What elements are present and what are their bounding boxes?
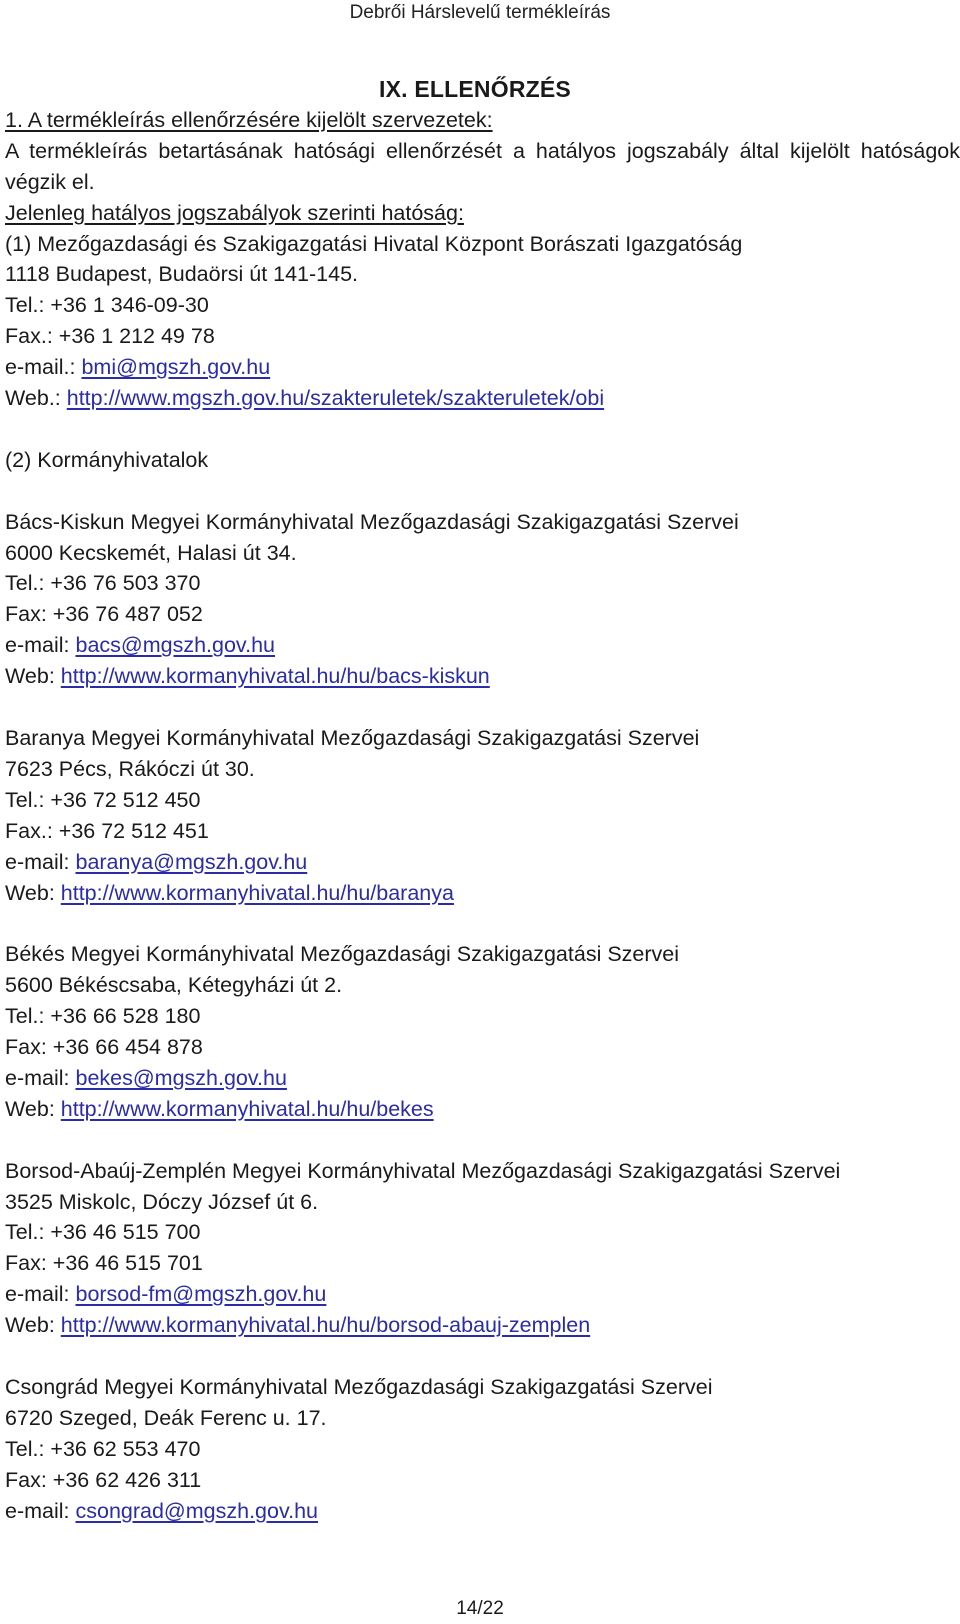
email-label: e-mail:	[5, 1065, 76, 1090]
section-paragraph: A termékleírás betartásának hatósági ellenőrzését a hatályos jogszabály által kijelölt hatóságok végzik el.	[5, 138, 960, 194]
office-address: 3525 Miskolc, Dóczy József út 6.	[5, 1189, 319, 1214]
office-email-link[interactable]: csongrad@mgszh.gov.hu	[75, 1498, 319, 1523]
page-number: 14/22	[456, 1598, 504, 1619]
section-heading: 1. A termékleírás ellenőrzésére kijelölt szervezetek:	[5, 107, 493, 132]
email-label: e-mail:	[5, 1498, 76, 1523]
office-block	[5, 1372, 945, 1527]
office-block	[5, 939, 945, 1124]
authority-tel: Tel.: +36 1 346-09-30	[5, 293, 209, 318]
office-fax: Fax.: +36 72 512 451	[5, 818, 209, 843]
office-web-link[interactable]: http://www.kormanyhivatal.hu/hu/baranya	[60, 880, 454, 905]
office-tel: Tel.: +36 76 503 370	[5, 571, 201, 596]
web-label: Web:	[5, 1313, 61, 1338]
office-name: Baranya Megyei Kormányhivatal Mezőgazdasági Szakigazgatási Szervei	[5, 725, 700, 750]
web-label: Web.:	[5, 386, 67, 411]
office-name: Csongrád Megyei Kormányhivatal Mezőgazdasági Szakigazgatási Szervei	[5, 1374, 713, 1399]
web-label: Web:	[5, 880, 61, 905]
office-tel: Tel.: +36 46 515 700	[5, 1220, 201, 1245]
email-label: e-mail:	[5, 1282, 76, 1307]
spacer	[5, 692, 945, 723]
office-email-row	[5, 1063, 945, 1094]
office-web-row	[5, 661, 945, 692]
office-email-row	[5, 1279, 945, 1310]
office-address: 6720 Szeged, Deák Ferenc u. 17.	[5, 1405, 327, 1430]
web-label: Web:	[5, 664, 61, 689]
office-web-row	[5, 878, 945, 909]
office-web-row	[5, 1310, 945, 1341]
email-label: e-mail:	[5, 849, 76, 874]
office-web-link[interactable]: http://www.kormanyhivatal.hu/hu/borsod-abauj-zemplen	[60, 1313, 591, 1338]
office-email-row	[5, 847, 945, 878]
spacer	[5, 1341, 945, 1372]
office-address: 6000 Kecskemét, Halasi út 34.	[5, 540, 297, 565]
authority-email-link[interactable]: bmi@mgszh.gov.hu	[81, 355, 271, 380]
authority-name: (1) Mezőgazdasági és Szakigazgatási Hivatal Központ Borászati Igazgatóság	[5, 231, 743, 256]
offices-heading: (2) Kormányhivatalok	[5, 447, 209, 472]
office-name: Békés Megyei Kormányhivatal Mezőgazdasági Szakigazgatási Szervei	[5, 942, 680, 967]
authority-fax: Fax.: +36 1 212 49 78	[5, 324, 215, 349]
office-web-link[interactable]: http://www.kormanyhivatal.hu/hu/bacs-kiskun	[60, 664, 490, 689]
office-block	[5, 1156, 945, 1341]
authority-heading: Jelenleg hatályos jogszabályok szerinti hatóság:	[5, 200, 464, 225]
office-block	[5, 723, 945, 908]
authority-web-link[interactable]: http://www.mgszh.gov.hu/szakteruletek/szakteruletek/obi	[66, 386, 605, 411]
office-fax: Fax: +36 62 426 311	[5, 1467, 202, 1492]
office-address: 7623 Pécs, Rákóczi út 30.	[5, 756, 255, 781]
email-label: e-mail.:	[5, 355, 82, 380]
office-email-row	[5, 1496, 945, 1527]
spacer	[5, 1125, 945, 1156]
office-tel: Tel.: +36 66 528 180	[5, 1004, 201, 1029]
office-email-link[interactable]: borsod-fm@mgszh.gov.hu	[75, 1282, 327, 1307]
authority-web-row	[5, 383, 945, 414]
office-email-link[interactable]: bacs@mgszh.gov.hu	[75, 633, 275, 658]
spacer	[5, 908, 945, 939]
office-email-link[interactable]: bekes@mgszh.gov.hu	[75, 1065, 287, 1090]
office-email-link[interactable]: baranya@mgszh.gov.hu	[75, 849, 308, 874]
office-fax: Fax: +36 66 454 878	[5, 1035, 203, 1060]
office-tel: Tel.: +36 72 512 450	[5, 787, 201, 812]
page-header: Debrői Hárslevelű termékleírás	[349, 2, 611, 23]
spacer	[5, 414, 945, 445]
email-label: e-mail:	[5, 633, 76, 658]
office-web-row	[5, 1094, 945, 1125]
office-tel: Tel.: +36 62 553 470	[5, 1436, 201, 1461]
office-fax: Fax: +36 46 515 701	[5, 1251, 203, 1276]
office-email-row	[5, 630, 945, 661]
office-fax: Fax: +36 76 487 052	[5, 602, 203, 627]
office-block	[5, 507, 945, 692]
office-address: 5600 Békéscsaba, Kétegyházi út 2.	[5, 973, 343, 998]
spacer	[5, 476, 945, 507]
web-label: Web:	[5, 1096, 61, 1121]
office-web-link[interactable]: http://www.kormanyhivatal.hu/hu/bekes	[60, 1096, 434, 1121]
authority-email-row	[5, 352, 945, 383]
chapter-title: IX. ELLENŐRZÉS	[379, 76, 571, 102]
document-body	[5, 74, 960, 1527]
office-name: Borsod-Abaúj-Zemplén Megyei Kormányhivatal Mezőgazdasági Szakigazgatási Szervei	[5, 1158, 841, 1183]
authority-address: 1118 Budapest, Budaörsi út 141-145.	[5, 262, 359, 287]
office-name: Bács-Kiskun Megyei Kormányhivatal Mezőgazdasági Szakigazgatási Szervei	[5, 509, 739, 534]
